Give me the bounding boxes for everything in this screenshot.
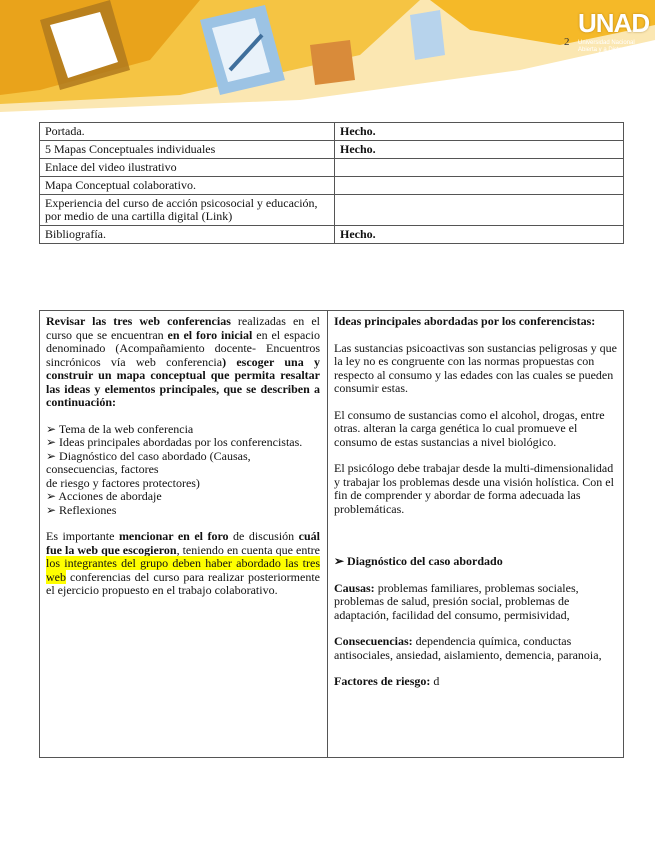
forum-text: , teniendo en cuenta que entre (176, 542, 320, 557)
consequences-paragraph (334, 635, 618, 662)
item-cell: 5 Mapas Conceptuales individuales (40, 141, 335, 159)
forum-paragraph (46, 530, 320, 598)
risk-factors-paragraph (334, 675, 618, 689)
item-cell: Portada. (40, 123, 335, 141)
diagnosis-heading-text: ➢ Diagnóstico del caso abordado (334, 554, 503, 568)
response-title-text: Ideas principales abordadas por los conferencistas: (334, 314, 596, 328)
page-number: 2 (564, 36, 570, 48)
status-cell: Hecho. (335, 141, 624, 159)
status-cell: Hecho. (335, 226, 624, 244)
table-row (40, 141, 624, 159)
list-item: ➢ Ideas principales abordadas por los conferencistas. (46, 435, 303, 449)
item-cell: Bibliografía. (40, 226, 335, 244)
item-cell: Experiencia del curso de acción psicosocial y educación, por medio de una cartilla digital (Link) (40, 195, 335, 226)
forum-text: Es importante (46, 529, 119, 543)
instruction-bold: en el foro inicial (167, 327, 253, 342)
content-table (39, 310, 624, 758)
table-row (40, 123, 624, 141)
status-cell: Hecho. (335, 123, 624, 141)
causes-text: problemas familiares, problemas sociales, problemas de salud, presión social, problemas de adaptación, facilidad del consumo, permisividad, (334, 580, 579, 622)
header-banner (0, 0, 655, 120)
diagnosis-heading (334, 555, 618, 569)
forum-text: conferencias del curso para realizar posteriormente el ejercicio propuesto en el trabajo colaborativo. (46, 569, 320, 597)
status-table (39, 122, 624, 244)
consequences-text: dependencia química, conductas antisociales, ansiedad, aislamiento, demencia, paranoia, (334, 634, 602, 662)
forum-bold: cuál fue la web que escogieron (46, 529, 320, 557)
status-cell (335, 195, 624, 226)
response-column (334, 315, 618, 689)
table-row (40, 226, 624, 244)
response-paragraph: Las sustancias psicoactivas son sustancias peligrosas y que la ley no es congruente con las normas propuestas con respecto al consumo y las edades con las cuales se pueden consumir estas. (334, 340, 617, 395)
status-cell (335, 159, 624, 177)
status-cell (335, 177, 624, 195)
item-cell: Enlace del video ilustrativo (40, 159, 335, 177)
list-item: ➢ Acciones de abordaje (46, 489, 162, 503)
instruction-bold: ) escoger una y construir un mapa conceptual que permita resaltar las ideas y elementos principales, que se describen a continuación: (46, 354, 320, 409)
item-cell: Mapa Conceptual colaborativo. (40, 177, 335, 195)
consequences-label: Consecuencias: (334, 634, 413, 648)
logo-subtitle-2: Abierta y a Distancia (578, 47, 634, 53)
forum-text: de discusión (228, 529, 299, 543)
causes-label: Causas: (334, 580, 375, 595)
list-item: de riesgo y factores protectores) (46, 475, 200, 490)
logo-title: UNAD (578, 8, 650, 38)
cube-icon (410, 10, 445, 60)
instructions-paragraph (46, 315, 320, 410)
header-decoration (0, 0, 655, 120)
risk-factors-text: d (430, 674, 440, 688)
risk-factors-label: Factores de riesgo: (334, 674, 431, 688)
logo-subtitle-1: Universidad Nacional (578, 40, 635, 46)
forum-bold: mencionar en el foro (118, 529, 229, 543)
list-item: ➢ Tema de la web conferencia (46, 421, 194, 436)
causes-paragraph (334, 582, 618, 623)
list-item: ➢ Diagnóstico del caso abordado (Causas, consecuencias, factores (46, 448, 251, 476)
instruction-text: realizadas en el curso que se encuentran (46, 314, 321, 342)
response-paragraph: El psicólogo debe trabajar desde la multi-dimensionalidad y trabajar los problemas desde una visión holística. Con el fin de comprender y abordar de forma adecuada las problemáticas. (334, 461, 614, 516)
table-row (40, 177, 624, 195)
list-item: ➢ Reflexiones (46, 502, 117, 517)
instruction-bold: Revisar las tres web conferencias (46, 314, 231, 328)
instructions-column (46, 315, 320, 598)
table-row (40, 159, 624, 177)
highlighted-text: los integrantes del grupo deben haber abordado las tres web (46, 556, 320, 584)
response-title (334, 315, 618, 329)
book-icon (310, 40, 355, 85)
response-paragraph: El consumo de sustancias como el alcohol, drogas, entre otras. alteran la carga genética lo cual promueve el consumo de estas sustancias a nivel biológico. (334, 407, 605, 449)
unad-logo (578, 8, 648, 60)
column-divider (327, 311, 328, 757)
table-row (40, 195, 624, 226)
instruction-text: en el espacio denominado (Acompañamiento docente- Encuentros sincrónicos vía web conferencia (46, 327, 321, 369)
